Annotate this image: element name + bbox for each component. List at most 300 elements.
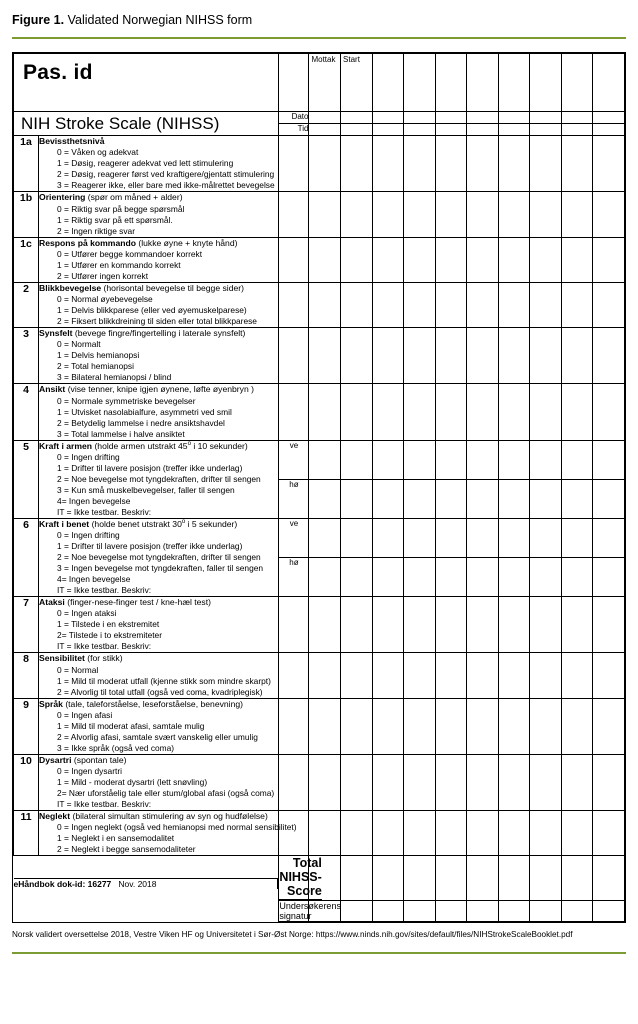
score-cell[interactable] [435, 479, 467, 518]
score-cell[interactable] [530, 384, 562, 440]
score-cell[interactable] [435, 653, 467, 698]
column-header-blank[interactable] [435, 54, 467, 112]
option-line: 3 = Total lammelse i halve ansiktet [57, 428, 185, 439]
score-cell[interactable] [561, 282, 593, 327]
item-number-10: 10 [14, 754, 39, 810]
score-cell[interactable] [561, 328, 593, 384]
score-cell[interactable] [530, 597, 562, 653]
nihss-table [13, 53, 625, 922]
item-title: Neglekt (bilateral simultan stimulering av syn og hudfølelse) [39, 811, 268, 821]
score-cell[interactable] [341, 518, 373, 557]
score-cell[interactable] [561, 653, 593, 698]
score-cell[interactable] [309, 518, 341, 557]
total-score-cell[interactable] [404, 856, 436, 901]
score-cell[interactable] [435, 698, 467, 754]
total-score-cell[interactable] [435, 856, 467, 901]
option-line: 0 = Utfører begge kommandoer korrekt [57, 248, 203, 259]
date-input-cell[interactable] [530, 112, 562, 124]
dokid-label: eHåndbok dok-id: 16277 [13, 878, 112, 889]
signature-cell[interactable] [530, 901, 562, 922]
item-number-6: 6 [14, 518, 39, 596]
score-cell[interactable] [435, 282, 467, 327]
total-score-cell[interactable] [372, 856, 404, 901]
score-cell[interactable] [498, 597, 530, 653]
score-cell[interactable] [530, 518, 562, 557]
score-cell[interactable] [404, 811, 436, 856]
score-cell[interactable] [498, 479, 530, 518]
total-score-label: Total NIHSS-Score [279, 856, 322, 899]
total-score-cell[interactable] [467, 856, 499, 901]
score-cell[interactable] [435, 754, 467, 810]
column-header-blank[interactable] [372, 54, 404, 112]
score-cell[interactable] [467, 698, 499, 754]
score-cell[interactable] [309, 328, 341, 384]
header-row-patient-id [14, 54, 625, 112]
signature-cell[interactable] [467, 901, 499, 922]
signature-cell[interactable] [593, 901, 625, 922]
option-line: 2= Tilstede i to ekstremiteter [57, 630, 162, 641]
time-input-cell[interactable] [467, 124, 499, 136]
score-cell[interactable] [530, 136, 562, 192]
score-cell[interactable] [404, 136, 436, 192]
score-cell[interactable] [341, 653, 373, 698]
time-input-cell[interactable] [404, 124, 436, 136]
score-cell[interactable] [530, 653, 562, 698]
score-cell[interactable] [404, 754, 436, 810]
score-cell[interactable] [593, 136, 625, 192]
score-cell[interactable] [467, 440, 499, 479]
time-input-cell[interactable] [498, 124, 530, 136]
score-cell[interactable] [593, 192, 625, 237]
score-cell[interactable] [372, 384, 404, 440]
option-line: IT = Ikke testbar. Beskriv: [57, 641, 152, 652]
column-header-blank[interactable] [498, 54, 530, 112]
signature-label: Undersøkerens signatur [279, 901, 341, 922]
score-cell[interactable] [561, 698, 593, 754]
column-header-blank[interactable] [467, 54, 499, 112]
score-cell[interactable] [593, 479, 625, 518]
score-cell[interactable] [593, 518, 625, 557]
date-input-cell[interactable] [498, 112, 530, 124]
score-cell[interactable] [372, 479, 404, 518]
column-header-start: Start [341, 54, 373, 112]
option-line: 2= Nær uforståelig tale eller stum/global afasi (også coma) [57, 788, 275, 798]
date-input-cell[interactable] [561, 112, 593, 124]
item-description-1a [39, 136, 279, 192]
date-input-cell[interactable] [435, 112, 467, 124]
option-line: 2 = Ingen riktige svar [57, 225, 136, 236]
score-cell[interactable] [309, 698, 341, 754]
score-cell[interactable] [530, 698, 562, 754]
header-divider-rule [12, 37, 626, 39]
score-cell[interactable] [498, 698, 530, 754]
score-cell[interactable] [561, 811, 593, 856]
score-cell[interactable] [593, 698, 625, 754]
side-spacer [279, 597, 309, 653]
option-line: IT = Ikke testbar. Beskriv: [57, 585, 152, 595]
score-cell[interactable] [341, 282, 373, 327]
date-input-cell[interactable] [341, 112, 373, 124]
signature-cell[interactable] [404, 901, 436, 922]
form-title: NIH Stroke Scale (NIHSS) [21, 114, 220, 133]
side-spacer [279, 328, 309, 384]
item-description-3 [39, 328, 279, 384]
score-cell[interactable] [498, 282, 530, 327]
option-line: 1 = Drifter til lavere posisjon (treffer ikke underlag) [57, 541, 243, 551]
figure-caption [0, 0, 638, 28]
time-input-cell[interactable] [372, 124, 404, 136]
score-cell[interactable] [467, 754, 499, 810]
score-cell[interactable] [498, 328, 530, 384]
score-cell[interactable] [593, 811, 625, 856]
side-spacer [279, 237, 309, 282]
score-cell[interactable] [341, 136, 373, 192]
score-cell[interactable] [341, 440, 373, 479]
score-cell[interactable] [372, 192, 404, 237]
score-cell[interactable] [530, 557, 562, 596]
score-cell[interactable] [561, 136, 593, 192]
score-cell[interactable] [435, 518, 467, 557]
score-cell[interactable] [404, 597, 436, 653]
score-cell[interactable] [467, 384, 499, 440]
score-cell[interactable] [372, 282, 404, 327]
total-score-label-cell [279, 856, 322, 901]
score-cell[interactable] [593, 557, 625, 596]
score-cell[interactable] [309, 384, 341, 440]
option-line: 2 = Total hemianopsi [57, 361, 134, 372]
item-description-7 [39, 597, 279, 653]
side-spacer [279, 192, 309, 237]
score-cell[interactable] [372, 136, 404, 192]
item-row-10 [14, 754, 625, 810]
score-cell[interactable] [435, 237, 467, 282]
score-cell[interactable] [561, 192, 593, 237]
total-score-cell[interactable] [498, 856, 530, 901]
option-line: 0 = Ingen ataksi [57, 608, 117, 619]
item-row-8 [14, 653, 625, 698]
item-number-1a: 1a [14, 136, 39, 192]
score-cell[interactable] [309, 653, 341, 698]
score-cell[interactable] [561, 384, 593, 440]
score-cell[interactable] [404, 653, 436, 698]
option-line: 0 = Ingen drifting [57, 451, 120, 462]
item-title: Orientering (spør om måned + alder) [39, 192, 183, 203]
total-score-cell[interactable] [530, 856, 562, 901]
column-header-blank[interactable] [593, 54, 625, 112]
score-cell[interactable] [309, 479, 341, 518]
score-cell[interactable] [435, 440, 467, 479]
score-cell[interactable] [593, 328, 625, 384]
score-cell[interactable] [435, 192, 467, 237]
score-cell[interactable] [341, 557, 373, 596]
total-score-cell[interactable] [561, 856, 593, 901]
date-input-cell[interactable] [593, 112, 625, 124]
score-cell[interactable] [341, 698, 373, 754]
score-cell[interactable] [467, 479, 499, 518]
header-row-title-dato [14, 112, 625, 124]
option-line: 3 = Kun små muskelbevegelser, faller til sengen [57, 484, 235, 495]
option-line: 2 = Døsig, reagerer først ved kraftigere/gjentatt stimulering [57, 169, 275, 180]
score-cell[interactable] [404, 282, 436, 327]
score-cell[interactable] [498, 518, 530, 557]
item-title: Ataksi (finger-nese-finger test / kne-hæl test) [39, 597, 211, 607]
option-line: 0 = Riktig svar på begge spørsmål [57, 203, 185, 214]
score-cell[interactable] [593, 384, 625, 440]
column-header-blank[interactable] [561, 54, 593, 112]
side-spacer [279, 754, 309, 810]
score-cell[interactable] [404, 384, 436, 440]
score-cell[interactable] [309, 440, 341, 479]
item-number-7: 7 [14, 597, 39, 653]
option-line: 3 = Ikke språk (også ved coma) [57, 742, 175, 753]
item-number-8: 8 [14, 653, 39, 698]
option-line: 0 = Ingen drifting [57, 530, 120, 540]
score-cell[interactable] [530, 811, 562, 856]
figure-label: Figure 1. [12, 13, 65, 27]
score-cell[interactable] [593, 597, 625, 653]
score-cell[interactable] [372, 754, 404, 810]
score-cell[interactable] [341, 384, 373, 440]
option-line: 2 = Betydelig lammelse i nedre ansiktshavdel [57, 417, 225, 428]
score-cell[interactable] [404, 479, 436, 518]
score-cell[interactable] [530, 328, 562, 384]
item-description-2 [39, 282, 279, 327]
score-cell[interactable] [372, 597, 404, 653]
dokid-date: Nov. 2018 [118, 878, 157, 889]
score-cell[interactable] [404, 698, 436, 754]
score-cell[interactable] [435, 811, 467, 856]
score-cell[interactable] [404, 440, 436, 479]
signature-cell[interactable] [341, 901, 373, 922]
score-cell[interactable] [498, 136, 530, 192]
score-cell[interactable] [404, 237, 436, 282]
time-input-cell[interactable] [341, 124, 373, 136]
score-cell[interactable] [498, 653, 530, 698]
score-cell[interactable] [498, 237, 530, 282]
item-title: Respons på kommando (lukke øyne + knyte hånd) [39, 237, 238, 248]
patient-id-cell[interactable] [14, 54, 279, 112]
item-number-9: 9 [14, 698, 39, 754]
score-cell[interactable] [309, 557, 341, 596]
score-cell[interactable] [561, 754, 593, 810]
score-cell[interactable] [341, 479, 373, 518]
score-cell[interactable] [404, 518, 436, 557]
score-cell[interactable] [341, 811, 373, 856]
option-line: 3 = Reagerer ikke, eller bare med ikke-målrettet bevegelse [57, 180, 275, 191]
score-cell[interactable] [372, 328, 404, 384]
score-cell[interactable] [341, 597, 373, 653]
score-cell[interactable] [561, 597, 593, 653]
score-cell[interactable] [467, 557, 499, 596]
option-line: 1 = Delvis hemianopsi [57, 350, 140, 361]
option-line: 1 = Utvisket nasolabialfure, asymmetri ved smil [57, 406, 232, 417]
score-cell[interactable] [309, 192, 341, 237]
citation-text: Norsk validert oversettelse 2018, Vestre Viken HF og Universitetet i Sør-Øst Norge: https://www.ninds.nih.gov/sites/default/files/NIHStrokeScaleBooklet.pdf [12, 930, 573, 940]
score-cell[interactable] [561, 557, 593, 596]
score-cell[interactable] [309, 597, 341, 653]
score-cell[interactable] [467, 282, 499, 327]
score-cell[interactable] [404, 328, 436, 384]
side-label-left: ve [279, 440, 309, 479]
score-cell[interactable] [467, 136, 499, 192]
date-input-cell[interactable] [309, 112, 341, 124]
option-line: 2 = Alvorlig afasi, samtale svært vanskelig eller umulig [57, 731, 258, 742]
score-cell[interactable] [372, 653, 404, 698]
item-row-5 [14, 440, 625, 479]
score-cell[interactable] [530, 754, 562, 810]
option-line: 1 = Døsig, reagerer adekvat ved lett stimulering [57, 158, 234, 169]
column-header-blank[interactable] [404, 54, 436, 112]
side-spacer [279, 811, 309, 856]
score-cell[interactable] [593, 282, 625, 327]
option-line: 1 = Mild - moderat dysartri (lett snøvling) [57, 777, 208, 787]
score-cell[interactable] [530, 440, 562, 479]
score-cell[interactable] [372, 237, 404, 282]
option-line: 2 = Noe bevegelse mot tyngdekraften, drifter til sengen [57, 473, 261, 484]
option-line: 1 = Mild til moderat utfall (kjenne stikk som mindre skarpt) [57, 675, 271, 686]
column-header-mottak: Mottak [309, 54, 341, 112]
total-score-cell[interactable] [593, 856, 625, 901]
score-cell[interactable] [341, 754, 373, 810]
date-input-cell[interactable] [467, 112, 499, 124]
score-cell[interactable] [561, 479, 593, 518]
score-cell[interactable] [593, 440, 625, 479]
item-row-1b [14, 192, 625, 237]
score-cell[interactable] [498, 811, 530, 856]
time-label: Tid [279, 124, 309, 136]
side-spacer [279, 136, 309, 192]
item-number-11: 11 [14, 811, 39, 856]
score-cell[interactable] [593, 653, 625, 698]
score-cell[interactable] [435, 136, 467, 192]
score-cell[interactable] [435, 384, 467, 440]
score-cell[interactable] [372, 811, 404, 856]
signature-cell[interactable] [498, 901, 530, 922]
score-cell[interactable] [498, 192, 530, 237]
time-input-cell[interactable] [530, 124, 562, 136]
score-cell[interactable] [498, 754, 530, 810]
score-cell[interactable] [498, 557, 530, 596]
score-cell[interactable] [309, 282, 341, 327]
score-cell[interactable] [467, 192, 499, 237]
item-number-3: 3 [14, 328, 39, 384]
item-number-1b: 1b [14, 192, 39, 237]
option-line: 1 = Riktig svar på ett spørsmål. [57, 214, 173, 225]
score-cell[interactable] [309, 754, 341, 810]
option-line: 2 = Neglekt i begge sansemodaliteter [57, 844, 196, 855]
score-cell[interactable] [467, 518, 499, 557]
item-description-1c [39, 237, 279, 282]
item-title: Ansikt (vise tenner, knipe igjen øynene, løfte øyenbryn ) [39, 384, 254, 395]
score-cell[interactable] [372, 440, 404, 479]
score-cell[interactable] [309, 811, 341, 856]
item-title: Synsfelt (bevege fingre/fingertelling i laterale synsfelt) [39, 328, 246, 338]
item-description-4 [39, 384, 279, 440]
time-input-cell[interactable] [561, 124, 593, 136]
option-line: 1 = Delvis blikkparese (eller ved øyemuskelparese) [57, 305, 247, 315]
signature-cell[interactable] [561, 901, 593, 922]
score-cell[interactable] [341, 328, 373, 384]
option-line: 2 = Utfører ingen korrekt [57, 270, 149, 281]
nihss-form [12, 52, 626, 923]
score-cell[interactable] [435, 597, 467, 653]
score-cell[interactable] [498, 384, 530, 440]
score-cell[interactable] [467, 328, 499, 384]
item-title: Sensibilitet (for stikk) [39, 653, 123, 664]
score-cell[interactable] [435, 557, 467, 596]
item-number-2: 2 [14, 282, 39, 327]
header-spacer [279, 54, 309, 112]
column-header-blank[interactable] [530, 54, 562, 112]
option-line: 3 = Ingen bevegelse mot tyngdekraften, faller til sengen [57, 563, 264, 573]
score-cell[interactable] [467, 597, 499, 653]
option-line: IT = Ikke testbar. Beskriv: [57, 799, 152, 809]
total-score-cell[interactable] [341, 856, 373, 901]
score-cell[interactable] [530, 237, 562, 282]
option-line: 2 = Fiksert blikkdreining til siden eller total blikkparese [57, 316, 257, 326]
score-cell[interactable] [309, 136, 341, 192]
score-cell[interactable] [404, 192, 436, 237]
score-cell[interactable] [372, 557, 404, 596]
score-cell[interactable] [341, 192, 373, 237]
time-input-cell[interactable] [435, 124, 467, 136]
score-cell[interactable] [530, 282, 562, 327]
item-row-11 [14, 811, 625, 856]
side-spacer [279, 384, 309, 440]
score-cell[interactable] [309, 237, 341, 282]
item-description-10 [39, 754, 279, 810]
figure-caption-text: Validated Norwegian NIHSS form [67, 13, 253, 27]
option-line: 0 = Normale symmetriske bevegelser [57, 395, 196, 406]
item-number-5: 5 [14, 440, 39, 518]
item-number-4: 4 [14, 384, 39, 440]
score-cell[interactable] [341, 237, 373, 282]
signature-cell[interactable] [372, 901, 404, 922]
item-description-1b [39, 192, 279, 237]
score-cell[interactable] [467, 237, 499, 282]
score-cell[interactable] [561, 440, 593, 479]
signature-cell[interactable] [435, 901, 467, 922]
time-input-cell[interactable] [593, 124, 625, 136]
item-row-9 [14, 698, 625, 754]
option-line: 4= Ingen bevegelse [57, 495, 131, 506]
option-line: IT = Ikke testbar. Beskriv: [57, 506, 152, 517]
item-description-11 [39, 811, 297, 856]
score-cell[interactable] [467, 811, 499, 856]
item-number-1c: 1c [14, 237, 39, 282]
score-cell[interactable] [435, 328, 467, 384]
item-title: Kraft i benet (holde benet utstrakt 30$^o$ i 5 sekunder) [39, 518, 238, 529]
score-cell[interactable] [530, 192, 562, 237]
side-label-left: ve [279, 518, 309, 557]
score-cell[interactable] [404, 557, 436, 596]
patient-id-label: Pas. id [23, 61, 93, 84]
time-input-cell[interactable] [309, 124, 341, 136]
score-cell[interactable] [593, 237, 625, 282]
date-input-cell[interactable] [372, 112, 404, 124]
score-cell[interactable] [593, 754, 625, 810]
option-line: 4= Ingen bevegelse [57, 574, 131, 584]
date-input-cell[interactable] [404, 112, 436, 124]
score-cell[interactable] [561, 518, 593, 557]
score-cell[interactable] [530, 479, 562, 518]
score-cell[interactable] [372, 698, 404, 754]
score-cell[interactable] [498, 440, 530, 479]
score-cell[interactable] [467, 653, 499, 698]
score-cell[interactable] [372, 518, 404, 557]
option-line: 2 = Alvorlig til total utfall (også ved coma, kvadriplegisk) [57, 686, 263, 697]
score-cell[interactable] [561, 237, 593, 282]
